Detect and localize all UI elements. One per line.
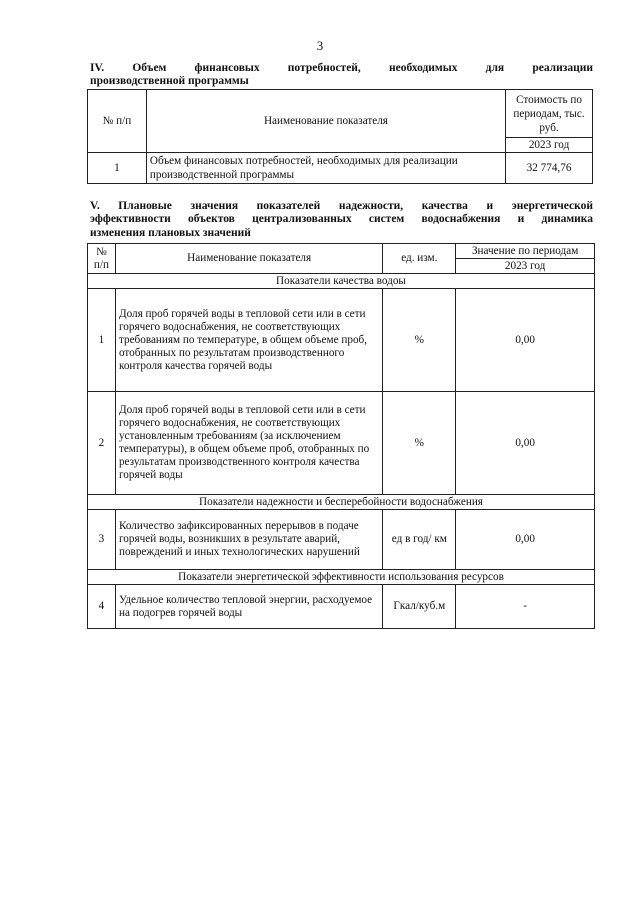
section-4-title-line-2: производственной программы (90, 75, 249, 88)
group-energy-efficiency: Показатели энергетической эффективности использования ресурсов (88, 570, 595, 585)
row-num: 2 (88, 392, 116, 495)
section-4-heading (90, 62, 593, 89)
header-unit: ед. изм. (383, 244, 456, 274)
row-value: 32 774,76 (506, 153, 593, 184)
row-unit: % (383, 392, 456, 495)
header-indicator-name: Наименование показателя (115, 244, 382, 274)
indicators-table (87, 243, 595, 629)
row-indicator-name: Количество зафиксированных перерывов в подаче горячей воды, возникших в результате аварий, повреждений и иных технологических нарушений (115, 510, 382, 570)
row-unit: % (383, 289, 456, 392)
header-indicator-name: Наименование показателя (146, 90, 505, 153)
header-year: 2023 год (506, 138, 593, 153)
row-value: 0,00 (456, 392, 595, 495)
header-cost: Стоимость по периодам, тыс. руб. (506, 90, 593, 138)
row-value: 0,00 (456, 289, 595, 392)
row-num: 4 (88, 585, 116, 629)
row-indicator-name: Удельное количество тепловой энергии, расходуемое на подогрев горячей воды (115, 585, 382, 629)
row-unit: ед в год/ км (383, 510, 456, 570)
row-value: - (456, 585, 595, 629)
row-num: 1 (88, 153, 147, 184)
header-value-by-period: Значение по периодам (456, 244, 595, 259)
row-num: 1 (88, 289, 116, 392)
group-quality: Показатели качества водоы (88, 274, 595, 289)
header-num: № п/п (88, 90, 147, 153)
row-indicator-name: Объем финансовых потребностей, необходимых для реализации производственной программы (146, 153, 505, 184)
table-row (88, 585, 595, 629)
group-reliability: Показатели надежности и бесперебойности водоснабжения (88, 495, 595, 510)
header-year: 2023 год (456, 259, 595, 274)
section-4-title-line-1: IV. Объем финансовых потребностей, необходимых для реализации (90, 62, 593, 74)
page-number: 3 (316, 38, 324, 53)
section-5-title-line-2: эффективности объектов централизованных систем водоснабжения и динамика (90, 213, 593, 226)
table-row (88, 392, 595, 495)
section-5-title-line-1: V. Плановые значения показателей надежности, качества и энергетической (90, 200, 593, 212)
table-row (88, 510, 595, 570)
header-num: № п/п (88, 244, 116, 274)
section-5-title-line-3: изменения плановых значений (90, 226, 251, 239)
row-unit: Гкал/куб.м (383, 585, 456, 629)
section-5-heading (90, 200, 593, 240)
financial-needs-table (87, 89, 593, 184)
row-indicator-name: Доля проб горячей воды в тепловой сети или в сети горячего водоснабжения, не соответствующих требованиям по температуре, в общем объеме проб, отобранных по результатам производственного контроля качества горячей воды (115, 289, 382, 392)
row-value: 0,00 (456, 510, 595, 570)
table-row (88, 289, 595, 392)
table-row (88, 153, 593, 184)
row-num: 3 (88, 510, 116, 570)
row-indicator-name: Доля проб горячей воды в тепловой сети или в сети горячего водоснабжения, не соответствующих установленным требованиям (за исключением температуры), в общем объеме проб, отобранных по результатам производственного контроля качества горячей воды (115, 392, 382, 495)
